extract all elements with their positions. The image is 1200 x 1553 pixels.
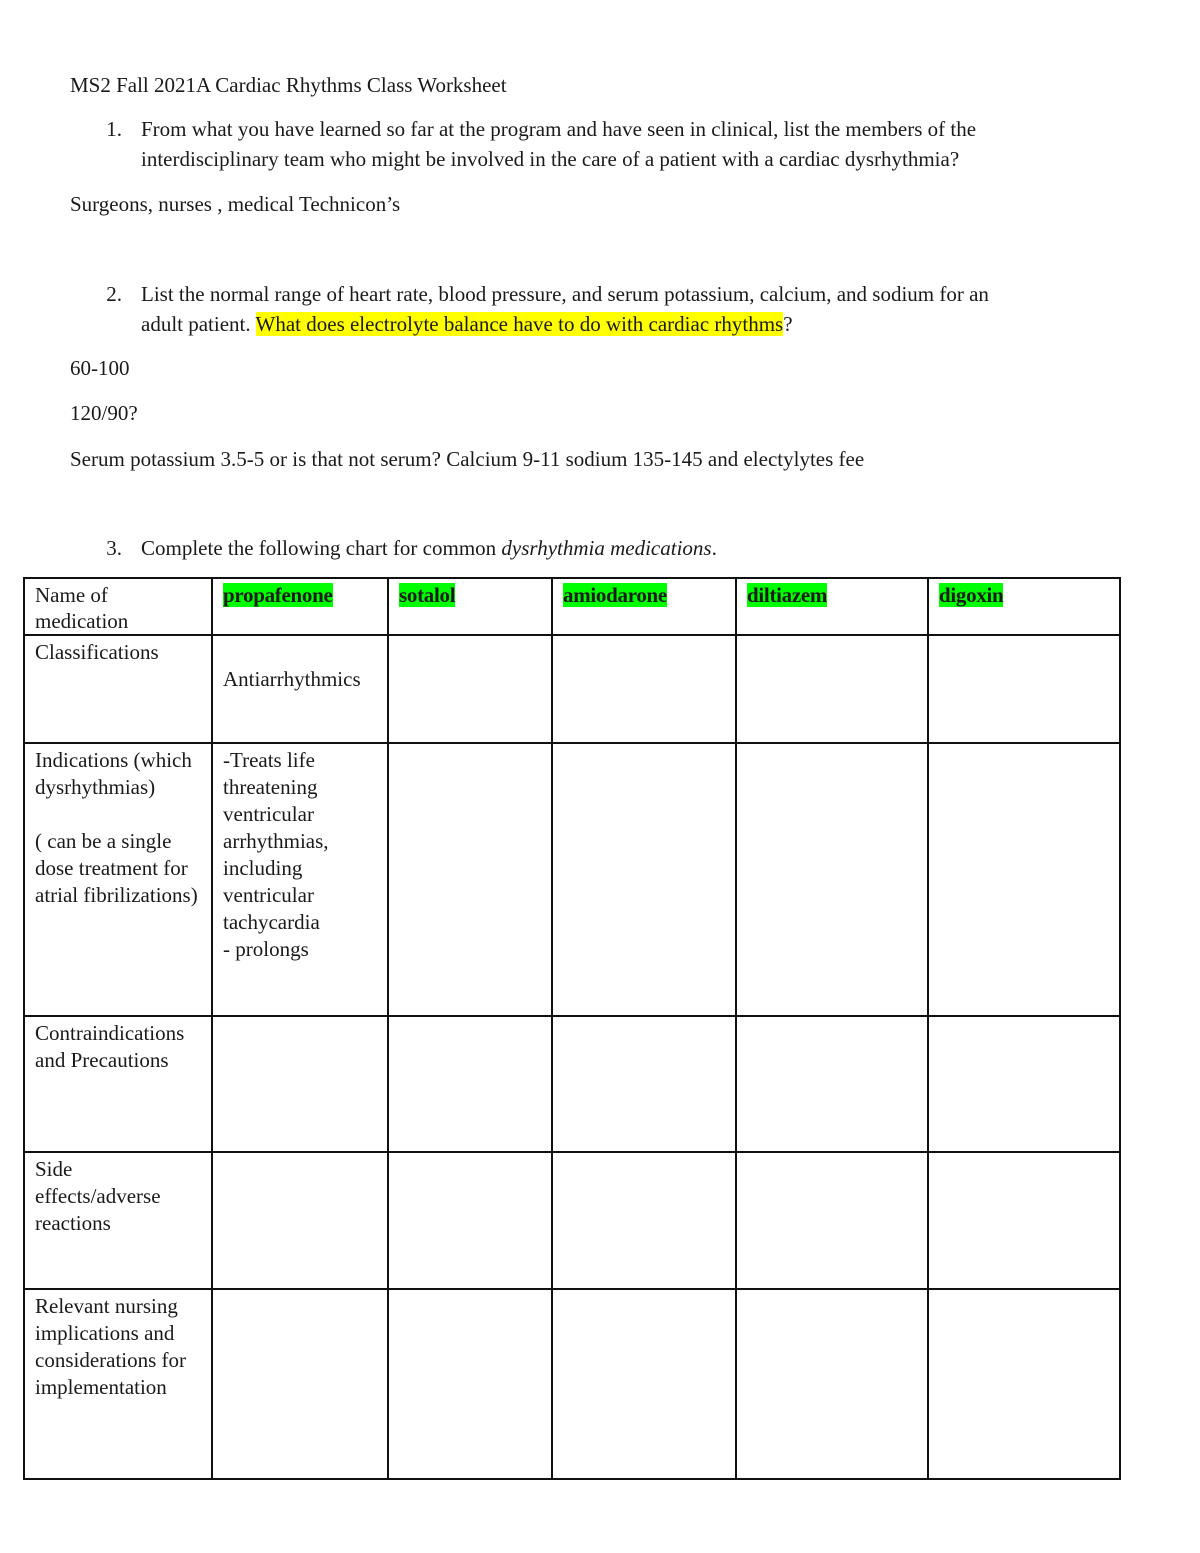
table-cell bbox=[552, 1152, 736, 1289]
table-cell bbox=[552, 635, 736, 743]
chart-header-label-cell bbox=[24, 578, 212, 635]
table-cell bbox=[928, 635, 1120, 743]
medication-name: digoxin bbox=[939, 583, 1004, 607]
table-cell bbox=[736, 743, 928, 1016]
chart-header-label: Name of medication bbox=[35, 583, 129, 633]
table-cell bbox=[736, 1289, 928, 1479]
chart-row-classifications bbox=[24, 635, 1120, 743]
table-cell bbox=[552, 1016, 736, 1152]
question-2-number: 2. bbox=[106, 282, 122, 306]
question-3-text-plain: Complete the following chart for common bbox=[141, 536, 502, 560]
table-cell bbox=[928, 1289, 1120, 1479]
table-cell bbox=[212, 743, 388, 1016]
question-2-line-2 bbox=[141, 310, 1101, 339]
table-cell bbox=[928, 1152, 1120, 1289]
question-2-tail: ? bbox=[783, 312, 793, 336]
question-1-line-2: interdisciplinary team who might be involved in the care of a patient with a cardiac dysrhythmia? bbox=[141, 147, 960, 171]
table-cell bbox=[388, 635, 552, 743]
table-cell bbox=[388, 1289, 552, 1479]
row-label: Side effects/adverse reactions bbox=[24, 1152, 212, 1289]
table-cell bbox=[736, 1152, 928, 1289]
row-label: Classifications bbox=[24, 635, 212, 743]
question-2-highlighted-text: What does electrolyte balance have to do with cardiac rhythms bbox=[255, 312, 784, 336]
medication-name: amiodarone bbox=[563, 583, 667, 607]
table-cell bbox=[212, 1016, 388, 1152]
question-3-text-period: . bbox=[711, 536, 717, 560]
chart-row-side-effects bbox=[24, 1152, 1120, 1289]
chart-row-indications bbox=[24, 743, 1120, 1016]
chart-row-nursing-implications bbox=[24, 1289, 1120, 1479]
table-cell bbox=[212, 1152, 388, 1289]
chart-header-cell bbox=[212, 578, 388, 635]
table-cell bbox=[388, 743, 552, 1016]
chart-header-cell bbox=[736, 578, 928, 635]
table-cell bbox=[212, 635, 388, 743]
question-2-answer-heart-rate: 60-100 bbox=[70, 356, 130, 380]
question-2-line-1: List the normal range of heart rate, blood pressure, and serum potassium, calcium, and sodium for an bbox=[141, 282, 989, 306]
table-cell bbox=[388, 1016, 552, 1152]
cell-text-extra: - prolongs bbox=[223, 937, 309, 961]
medication-name: propafenone bbox=[223, 583, 333, 607]
question-3-number: 3. bbox=[106, 536, 122, 560]
table-cell bbox=[212, 1289, 388, 1479]
row-label: Contraindications and Precautions bbox=[24, 1016, 212, 1152]
table-cell bbox=[388, 1152, 552, 1289]
table-cell bbox=[928, 743, 1120, 1016]
row-label-cell bbox=[24, 743, 212, 1016]
chart-header-cell bbox=[928, 578, 1120, 635]
question-1-line-1: From what you have learned so far at the program and have seen in clinical, list the members of the bbox=[141, 117, 977, 141]
question-2-answer-electrolytes: Serum potassium 3.5-5 or is that not serum? Calcium 9-11 sodium 135-145 and electylytes fee bbox=[70, 447, 865, 471]
question-1-number: 1. bbox=[106, 117, 122, 141]
question-1-answer: Surgeons, nurses , medical Technicon’s bbox=[70, 192, 401, 216]
row-note: ( can be a single dose treatment for atrial fibrilizations) bbox=[35, 829, 198, 907]
question-3-text bbox=[141, 534, 1101, 563]
table-cell bbox=[736, 635, 928, 743]
chart-header-cell bbox=[388, 578, 552, 635]
medication-name: sotalol bbox=[399, 583, 456, 607]
medication-name: diltiazem bbox=[747, 583, 828, 607]
question-2-answer-blood-pressure: 120/90? bbox=[70, 401, 138, 425]
row-label: Relevant nursing implications and considerations for implementation bbox=[24, 1289, 212, 1479]
table-cell bbox=[552, 1289, 736, 1479]
table-cell bbox=[736, 1016, 928, 1152]
cell-text: -Treats life threatening ventricular arrhythmias, including ventricular tachycardia bbox=[223, 748, 329, 934]
chart-header-row bbox=[24, 578, 1120, 635]
page-title: MS2 Fall 2021A Cardiac Rhythms Class Worksheet bbox=[70, 73, 507, 97]
question-2-plain-text: adult patient. bbox=[141, 312, 256, 336]
chart-header-cell bbox=[552, 578, 736, 635]
table-cell bbox=[928, 1016, 1120, 1152]
medication-chart bbox=[23, 577, 1121, 1480]
question-3-text-italic: dysrhythmia medications bbox=[501, 536, 712, 560]
cell-text: Antiarrhythmics bbox=[223, 667, 361, 691]
chart-row-contraindications bbox=[24, 1016, 1120, 1152]
table-cell bbox=[552, 743, 736, 1016]
row-label: Indications (which dysrhythmias) bbox=[35, 748, 192, 799]
